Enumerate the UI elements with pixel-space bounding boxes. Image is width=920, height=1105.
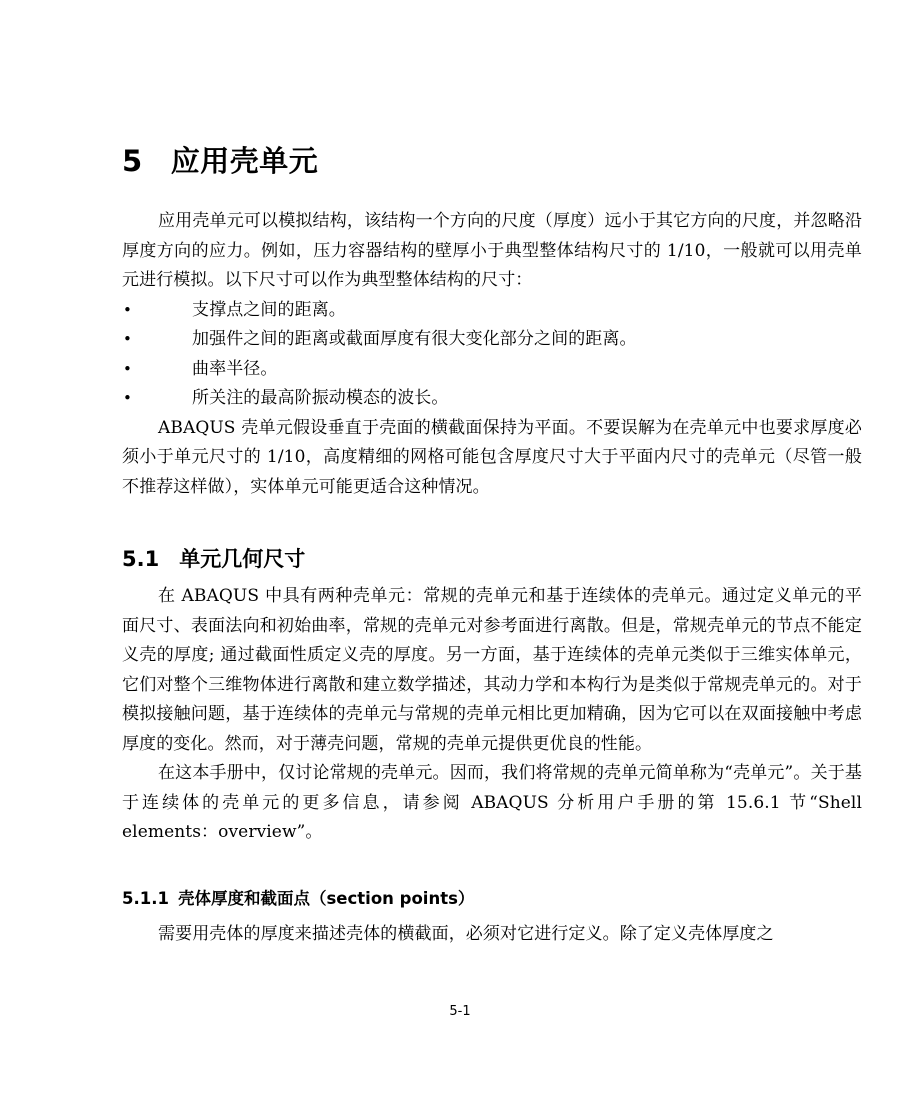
intro-paragraph-1: 应用壳单元可以模拟结构，该结构一个方向的尺度（厚度）远小于其它方向的尺度，并忽略沿厚度方向的应力。例如，压力容器结构的壁厚小于典型整体结构尺寸的 1/10，一般就可以用壳单元进行模拟。以下尺寸可以作为典型整体结构的尺寸： xyxy=(122,211,862,290)
section-5-1-paragraph-2: 在这本手册中，仅讨论常规的壳单元。因而，我们将常规的壳单元简单称为“壳单元”。关于基于连续体的壳单元的更多信息，请参阅 ABAQUS 分析用户手册的第 15.6.1 节“Shell elements：overview”。 xyxy=(122,763,862,842)
list-item xyxy=(122,384,862,414)
section-5-1-1-paragraph-1: 需要用壳体的厚度来描述壳体的横截面，必须对它进行定义。除了定义壳体厚度之 xyxy=(158,923,774,944)
list-item xyxy=(122,355,862,385)
section-5-1-paragraph-1: 在 ABAQUS 中具有两种壳单元：常规的壳单元和基于连续体的壳单元。通过定义单元的平面尺寸、表面法向和初始曲率，常规的壳单元对参考面进行离散。但是，常规壳单元的节点不能定义壳的厚度; 通过截面性质定义壳的厚度。另一方面，基于连续体的壳单元类似于三维实体单元，它们对整个三维物体进行离散和建立数学描述，其动力学和本构行为是类似于常规壳单元的。对于模拟接触问题，基于连续体的壳单元与常规的壳单元相比更加精确，因为它可以在双面接触中考虑厚度的变化。然而，对于薄壳问题，常规的壳单元提供更优良的性能。 xyxy=(122,586,862,754)
chapter-number: 5 xyxy=(122,144,143,178)
subsection-number: 5.1.1 xyxy=(122,888,169,908)
section-title: 单元几何尺寸 xyxy=(179,547,306,571)
intro-bullet-list xyxy=(122,296,862,414)
page-content xyxy=(122,0,862,949)
bullet-marker-icon: • xyxy=(123,330,132,348)
list-item-label: 支撑点之间的距离。 xyxy=(192,299,346,320)
bullet-marker-icon: • xyxy=(123,300,132,319)
list-item xyxy=(122,325,862,355)
intro-paragraph-2: ABAQUS 壳单元假设垂直于壳面的横截面保持为平面。不要误解为在壳单元中也要求厚度必须小于单元尺寸的 1/10，高度精细的网格可能包含厚度尺寸大于平面内尺寸的壳单元（尽管一般不推荐这样做），实体单元可能更适合这种情况。 xyxy=(122,417,862,497)
list-item-label: 曲率半径。 xyxy=(192,358,278,379)
section-heading-5-1 xyxy=(122,502,862,572)
subsection-title: 壳体厚度和截面点（section points） xyxy=(177,888,475,908)
chapter-heading xyxy=(122,0,862,178)
chapter-title: 应用壳单元 xyxy=(170,144,319,178)
list-item-label: 所关注的最高阶振动模态的波长。 xyxy=(192,388,449,408)
bullet-marker-icon: • xyxy=(123,359,132,378)
section-number: 5.1 xyxy=(122,547,160,571)
list-item xyxy=(122,296,862,326)
section-heading-5-1-1 xyxy=(122,848,862,910)
list-item-label: 加强件之间的距离或截面厚度有很大变化部分之间的距离。 xyxy=(192,329,637,349)
bullet-marker-icon: • xyxy=(123,389,132,407)
page-footer: 5-1 xyxy=(449,1004,471,1019)
